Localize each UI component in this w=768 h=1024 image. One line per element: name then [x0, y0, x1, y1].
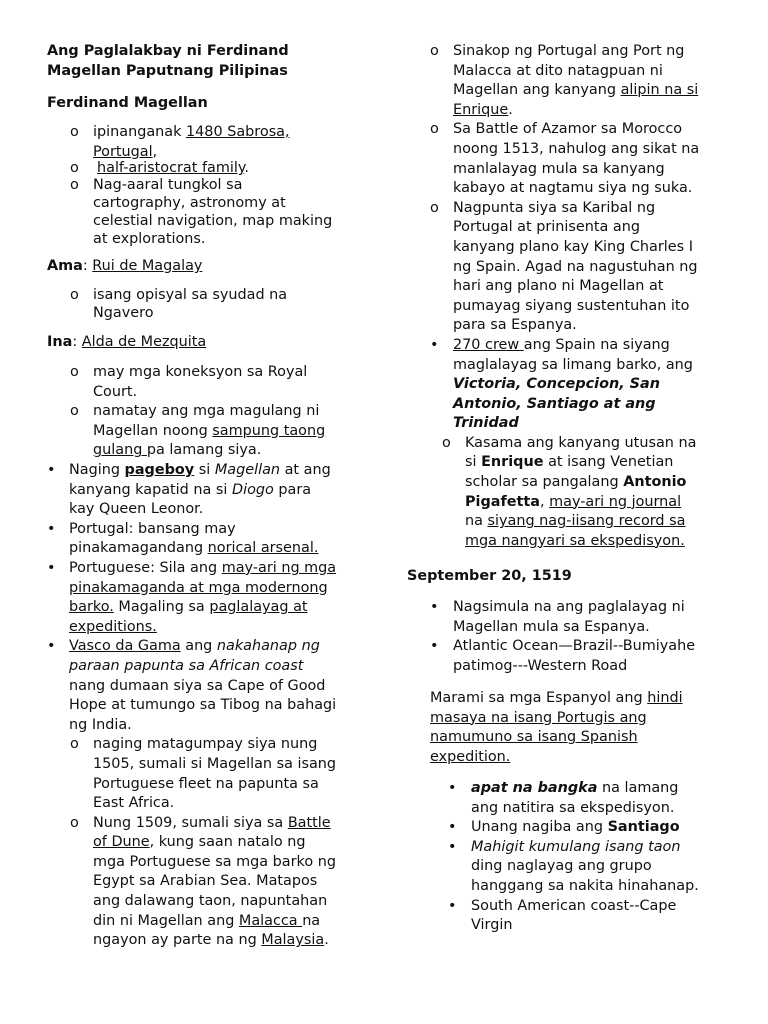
- list-item-gama-sub-2: o Nung 1509, sumali siya sa Battle of Dune, kung saan natalo ng mga Portuguese sa mga barko ng Egypt sa Arabian Sea. Matapos ang dalawang taon, napuntahan din ni Magellan ang Malacca na ngayon ay parte na ng Malaysia.: [70, 814, 336, 949]
- september-list: [430, 598, 750, 676]
- date-heading: September 20, 1519: [407, 568, 572, 584]
- final-list: [448, 779, 738, 936]
- ama-line: Ama: Rui de Magalay: [47, 258, 203, 274]
- list-item-pageboy: • Naging pageboy si Magellan at ang kanyang kapatid na si Diogo para kay Queen Leonor.: [47, 462, 331, 518]
- paragraph-espanyol: Marami sa mga Espanyol ang hindi masaya na isang Portugis ang namumuno sa isang Spanish expedition.: [430, 690, 683, 765]
- list-item-gama: • Vasco da Gama ang nakahanap ng paraan papunta sa African coast nang dumaan siya sa Cape of Good Hope at tumungo sa Tibog na bahagi ng India.: [47, 638, 337, 733]
- section-heading-magellan: Ferdinand Magellan: [47, 95, 208, 111]
- list-item: • South American coast--Cape Virgin: [448, 897, 677, 934]
- list-item-portuguese: • Portuguese: Sila ang may-ari ng mga pinakamaganda at mga modernong barko. Magaling sa paglalayag at expeditions.: [47, 559, 337, 635]
- main-bullet-list: [47, 461, 367, 951]
- list-item: • Nagsimula na ang paglalayag ni Magellan mula sa Espanya.: [430, 599, 685, 635]
- doc-title: Ang Paglalakbay ni Ferdinand Magellan Paputnang Pilipinas: [47, 43, 289, 79]
- list-item: • Mahigit kumulang isang taon ding naglayag ang grupo hanggang sa nakita hinahanap.: [448, 838, 699, 894]
- list-item: o isang opisyal sa syudad na Ngavero: [70, 287, 288, 321]
- list-item: o namatay ang mga magulang ni Magellan noong sampung taong gulang pa lamang siya.: [70, 403, 326, 459]
- right-list-top: [430, 42, 750, 551]
- list-item-karibal: o Nagpunta siya sa Karibal ng Portugal at prinisenta ang kanyang plano kay King Charles I ng Spain. Agad na nagustuhan ng hari ang plano ni Magellan at pumayag siyang sustentuhan ito para sa Espanya.: [430, 199, 698, 334]
- list-item: o Nag-aaral tungkol sa cartography, astronomy at celestial navigation, map making at explorations.: [70, 176, 333, 247]
- list-item: o half-aristocrat family.: [70, 160, 249, 177]
- list-item-kasama: o Kasama ang kanyang utusan na si Enrique at isang Venetian scholar sa pangalang Antonio Pigafetta, may-ari ng journal na siyang nag-iisang record sa mga nangyari sa ekspedisyon.: [442, 434, 697, 549]
- list-item-azamor: o Sa Battle of Azamor sa Morocco noong 1513, nahulog ang sikat na manlalayag mula sa kanyang kabayo at nagtamu siya ng suka.: [430, 121, 700, 197]
- list-item: • Atlantic Ocean—Brazil--Bumiyahe patimog---Western Road: [430, 638, 696, 674]
- list-item: o may mga koneksyon sa Royal Court.: [70, 364, 308, 400]
- magellan-list: [70, 123, 370, 248]
- list-item-gama-sub-1: o naging matagumpay siya nung 1505, sumali si Magellan sa isang Portuguese fleet na papunta sa East Africa.: [70, 736, 337, 812]
- ina-line: Ina: Alda de Mezquita: [47, 334, 207, 350]
- list-item-crew: • 270 crew ang Spain na siyang maglalayag sa limang barko, ang Victoria, Concepcion, San Antonio, Santiago at ang Trinidad: [430, 336, 693, 432]
- list-item: o ipinanganak 1480 Sabrosa, Portugal,: [70, 124, 290, 160]
- list-item-portugal: • Portugal: bansang may pinakamagandang norical arsenal.: [47, 520, 319, 557]
- list-item-malacca: o Sinakop ng Portugal ang Port ng Malacca at dito natagpuan ni Magellan ang kanyang alipin na si Enrique.: [430, 43, 699, 118]
- list-item: • apat na bangka na lamang ang natitira sa ekspedisyon.: [448, 780, 679, 816]
- ama-list: [70, 286, 370, 322]
- list-item: • Unang nagiba ang Santiago: [448, 819, 680, 836]
- ina-list: [70, 363, 370, 461]
